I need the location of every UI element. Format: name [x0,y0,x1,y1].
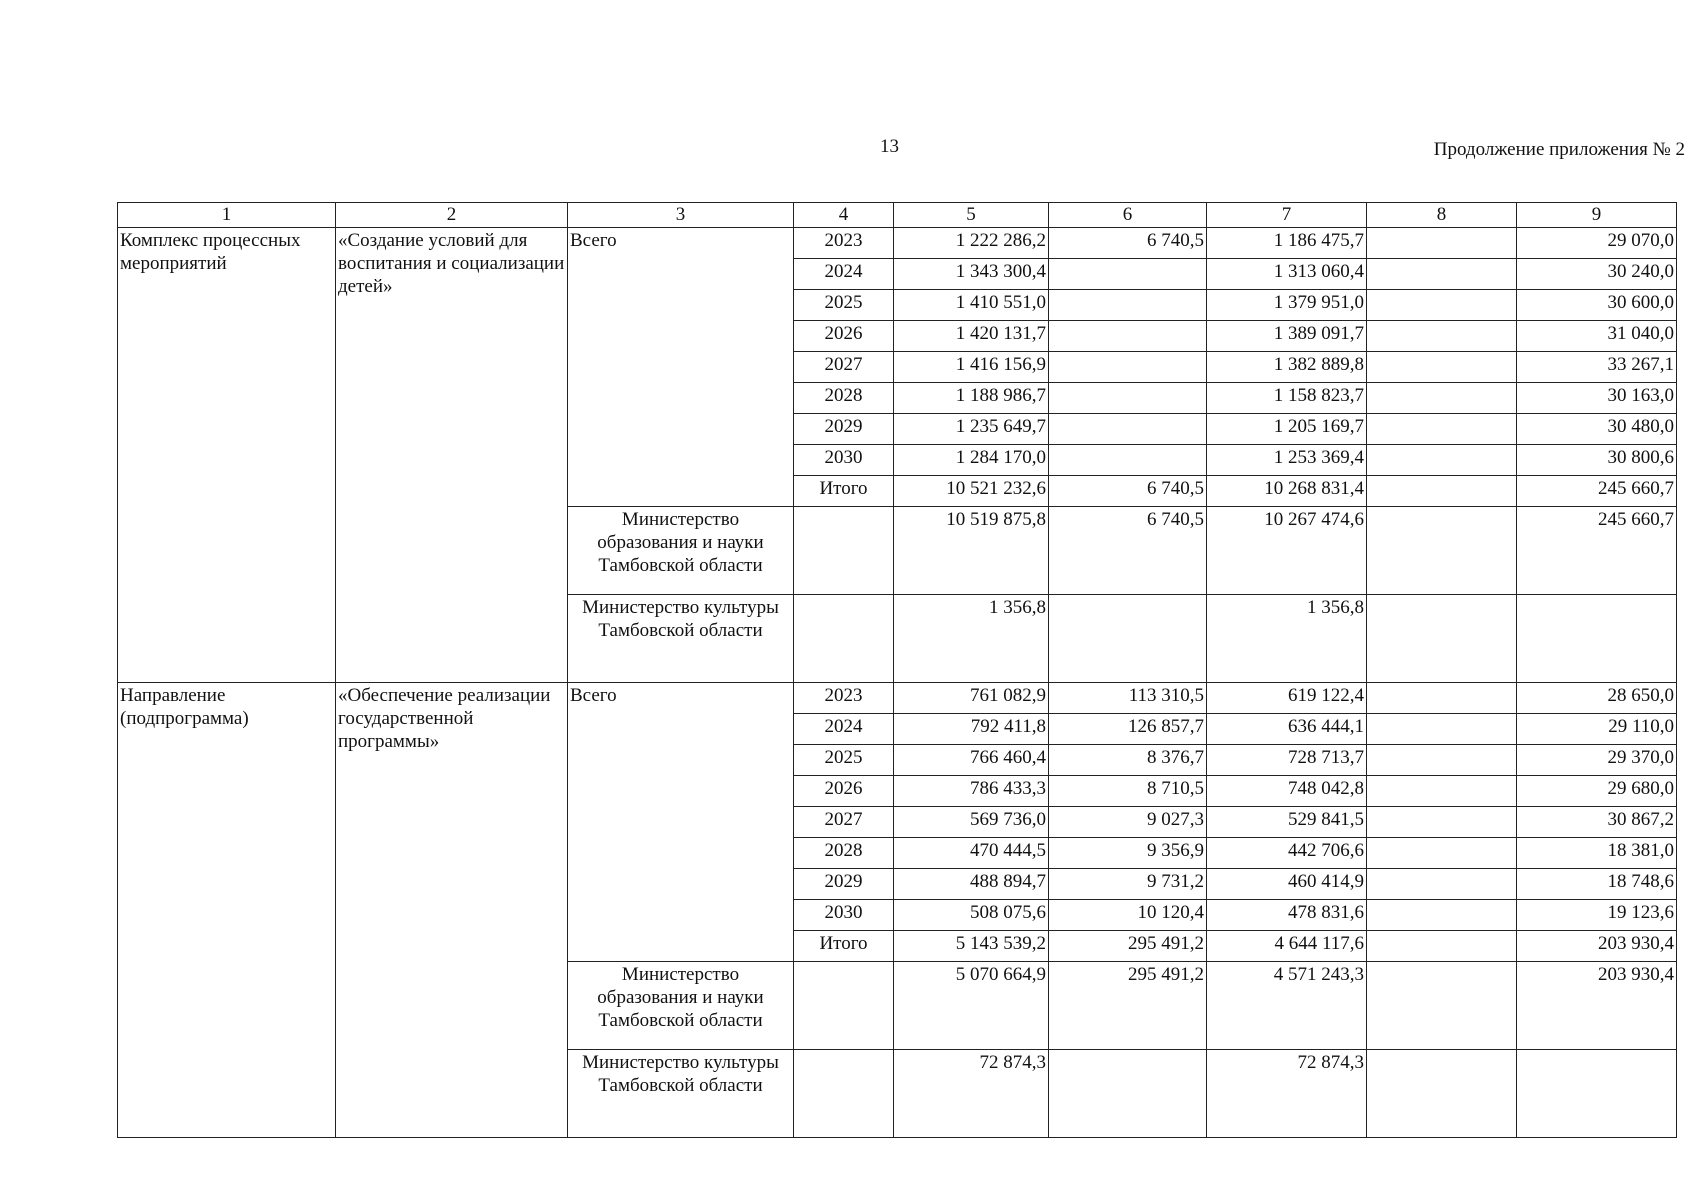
value-cell: 1 389 091,7 [1207,321,1367,352]
total-label: Всего [568,228,794,507]
value-cell: 4 571 243,3 [1207,962,1367,1050]
value-cell: 636 444,1 [1207,714,1367,745]
value-cell: 30 163,0 [1517,383,1677,414]
period-cell [794,1050,894,1138]
value-cell: 1 205 169,7 [1207,414,1367,445]
column-header: 3 [568,203,794,228]
value-cell [1367,595,1517,683]
value-cell: 6 740,5 [1049,476,1207,507]
column-header: 4 [794,203,894,228]
period-cell: 2024 [794,714,894,745]
value-cell [1049,290,1207,321]
value-cell: 1 284 170,0 [894,445,1049,476]
value-cell: 4 644 117,6 [1207,931,1367,962]
value-cell: 113 310,5 [1049,683,1207,714]
period-cell: Итого [794,476,894,507]
value-cell [1367,776,1517,807]
value-cell [1367,414,1517,445]
value-cell: 8 376,7 [1049,745,1207,776]
value-cell [1367,507,1517,595]
value-cell: 203 930,4 [1517,962,1677,1050]
page-number: 13 [880,136,899,157]
value-cell: 1 186 475,7 [1207,228,1367,259]
value-cell: 1 158 823,7 [1207,383,1367,414]
value-cell: 508 075,6 [894,900,1049,931]
value-cell [1367,900,1517,931]
period-cell: 2029 [794,414,894,445]
section-name: «Обеспечение реализации государственной программы» [336,683,568,1138]
agency-name: Министерство образования и науки Тамбовской области [568,962,794,1050]
value-cell: 28 650,0 [1517,683,1677,714]
column-header: 2 [336,203,568,228]
column-header: 5 [894,203,1049,228]
value-cell: 33 267,1 [1517,352,1677,383]
value-cell: 1 188 986,7 [894,383,1049,414]
value-cell [1049,321,1207,352]
value-cell [1517,1050,1677,1138]
column-header: 7 [1207,203,1367,228]
period-cell [794,595,894,683]
value-cell [1049,383,1207,414]
value-cell: 9 027,3 [1049,807,1207,838]
table-row [118,683,1677,714]
value-cell [1367,352,1517,383]
value-cell: 1 382 889,8 [1207,352,1367,383]
value-cell: 1 222 286,2 [894,228,1049,259]
value-cell [1049,445,1207,476]
value-cell: 1 420 131,7 [894,321,1049,352]
value-cell: 19 123,6 [1517,900,1677,931]
value-cell: 1 356,8 [1207,595,1367,683]
period-cell [794,507,894,595]
value-cell [1049,1050,1207,1138]
value-cell [1367,228,1517,259]
value-cell: 72 874,3 [894,1050,1049,1138]
value-cell: 748 042,8 [1207,776,1367,807]
value-cell [1367,290,1517,321]
value-cell: 126 857,7 [1049,714,1207,745]
value-cell: 29 370,0 [1517,745,1677,776]
value-cell: 10 120,4 [1049,900,1207,931]
period-cell: Итого [794,931,894,962]
value-cell: 1 235 649,7 [894,414,1049,445]
value-cell: 18 381,0 [1517,838,1677,869]
continuation-label: Продолжение приложения № 2 [1433,139,1685,160]
value-cell: 6 740,5 [1049,228,1207,259]
value-cell: 18 748,6 [1517,869,1677,900]
period-cell: 2027 [794,352,894,383]
agency-name: Министерство культуры Тамбовской области [568,595,794,683]
value-cell: 488 894,7 [894,869,1049,900]
value-cell: 10 268 831,4 [1207,476,1367,507]
value-cell [1367,1050,1517,1138]
value-cell [1367,962,1517,1050]
value-cell [1367,807,1517,838]
value-cell: 792 411,8 [894,714,1049,745]
value-cell [1367,476,1517,507]
value-cell: 9 356,9 [1049,838,1207,869]
value-cell [1367,838,1517,869]
value-cell: 529 841,5 [1207,807,1367,838]
value-cell: 30 240,0 [1517,259,1677,290]
value-cell: 478 831,6 [1207,900,1367,931]
value-cell [1049,414,1207,445]
period-cell: 2029 [794,869,894,900]
value-cell: 72 874,3 [1207,1050,1367,1138]
period-cell: 2023 [794,683,894,714]
value-cell [1049,595,1207,683]
value-cell: 1 343 300,4 [894,259,1049,290]
value-cell: 1 379 951,0 [1207,290,1367,321]
value-cell: 295 491,2 [1049,931,1207,962]
column-header: 9 [1517,203,1677,228]
value-cell [1367,259,1517,290]
value-cell: 6 740,5 [1049,507,1207,595]
period-cell: 2028 [794,383,894,414]
value-cell: 442 706,6 [1207,838,1367,869]
agency-name: Министерство образования и науки Тамбовской области [568,507,794,595]
value-cell: 29 110,0 [1517,714,1677,745]
period-cell: 2028 [794,838,894,869]
value-cell [1367,931,1517,962]
column-header: 8 [1367,203,1517,228]
value-cell: 460 414,9 [1207,869,1367,900]
value-cell: 30 480,0 [1517,414,1677,445]
value-cell [1367,683,1517,714]
value-cell: 1 313 060,4 [1207,259,1367,290]
value-cell [1049,352,1207,383]
value-cell: 1 416 156,9 [894,352,1049,383]
value-cell [1367,745,1517,776]
value-cell: 761 082,9 [894,683,1049,714]
value-cell: 10 521 232,6 [894,476,1049,507]
total-label: Всего [568,683,794,962]
value-cell: 5 070 664,9 [894,962,1049,1050]
value-cell: 1 356,8 [894,595,1049,683]
value-cell: 30 800,6 [1517,445,1677,476]
table-body [118,228,1677,1138]
period-cell: 2026 [794,321,894,352]
value-cell: 30 867,2 [1517,807,1677,838]
budget-table [117,202,1677,1138]
agency-name: Министерство культуры Тамбовской области [568,1050,794,1138]
value-cell: 245 660,7 [1517,507,1677,595]
table-row [118,228,1677,259]
value-cell [1367,383,1517,414]
value-cell: 766 460,4 [894,745,1049,776]
value-cell: 5 143 539,2 [894,931,1049,962]
period-cell: 2025 [794,745,894,776]
section-name: «Создание условий для воспитания и социализации детей» [336,228,568,683]
period-cell: 2025 [794,290,894,321]
value-cell [1367,445,1517,476]
value-cell: 1 253 369,4 [1207,445,1367,476]
value-cell [1367,321,1517,352]
value-cell [1367,869,1517,900]
column-number-row [118,203,1677,228]
value-cell: 203 930,4 [1517,931,1677,962]
value-cell: 470 444,5 [894,838,1049,869]
value-cell: 29 070,0 [1517,228,1677,259]
value-cell: 295 491,2 [1049,962,1207,1050]
period-cell: 2026 [794,776,894,807]
period-cell: 2023 [794,228,894,259]
period-cell: 2030 [794,900,894,931]
value-cell: 29 680,0 [1517,776,1677,807]
column-header: 1 [118,203,336,228]
value-cell: 245 660,7 [1517,476,1677,507]
value-cell: 1 410 551,0 [894,290,1049,321]
column-header: 6 [1049,203,1207,228]
value-cell: 31 040,0 [1517,321,1677,352]
value-cell [1049,259,1207,290]
section-type: Направление (подпрограмма) [118,683,336,1138]
section-type: Комплекс процессных мероприятий [118,228,336,683]
value-cell [1367,714,1517,745]
value-cell: 728 713,7 [1207,745,1367,776]
period-cell: 2024 [794,259,894,290]
value-cell: 786 433,3 [894,776,1049,807]
period-cell [794,962,894,1050]
value-cell: 10 519 875,8 [894,507,1049,595]
value-cell: 10 267 474,6 [1207,507,1367,595]
value-cell: 8 710,5 [1049,776,1207,807]
value-cell: 569 736,0 [894,807,1049,838]
period-cell: 2027 [794,807,894,838]
value-cell [1517,595,1677,683]
value-cell: 619 122,4 [1207,683,1367,714]
period-cell: 2030 [794,445,894,476]
value-cell: 9 731,2 [1049,869,1207,900]
value-cell: 30 600,0 [1517,290,1677,321]
